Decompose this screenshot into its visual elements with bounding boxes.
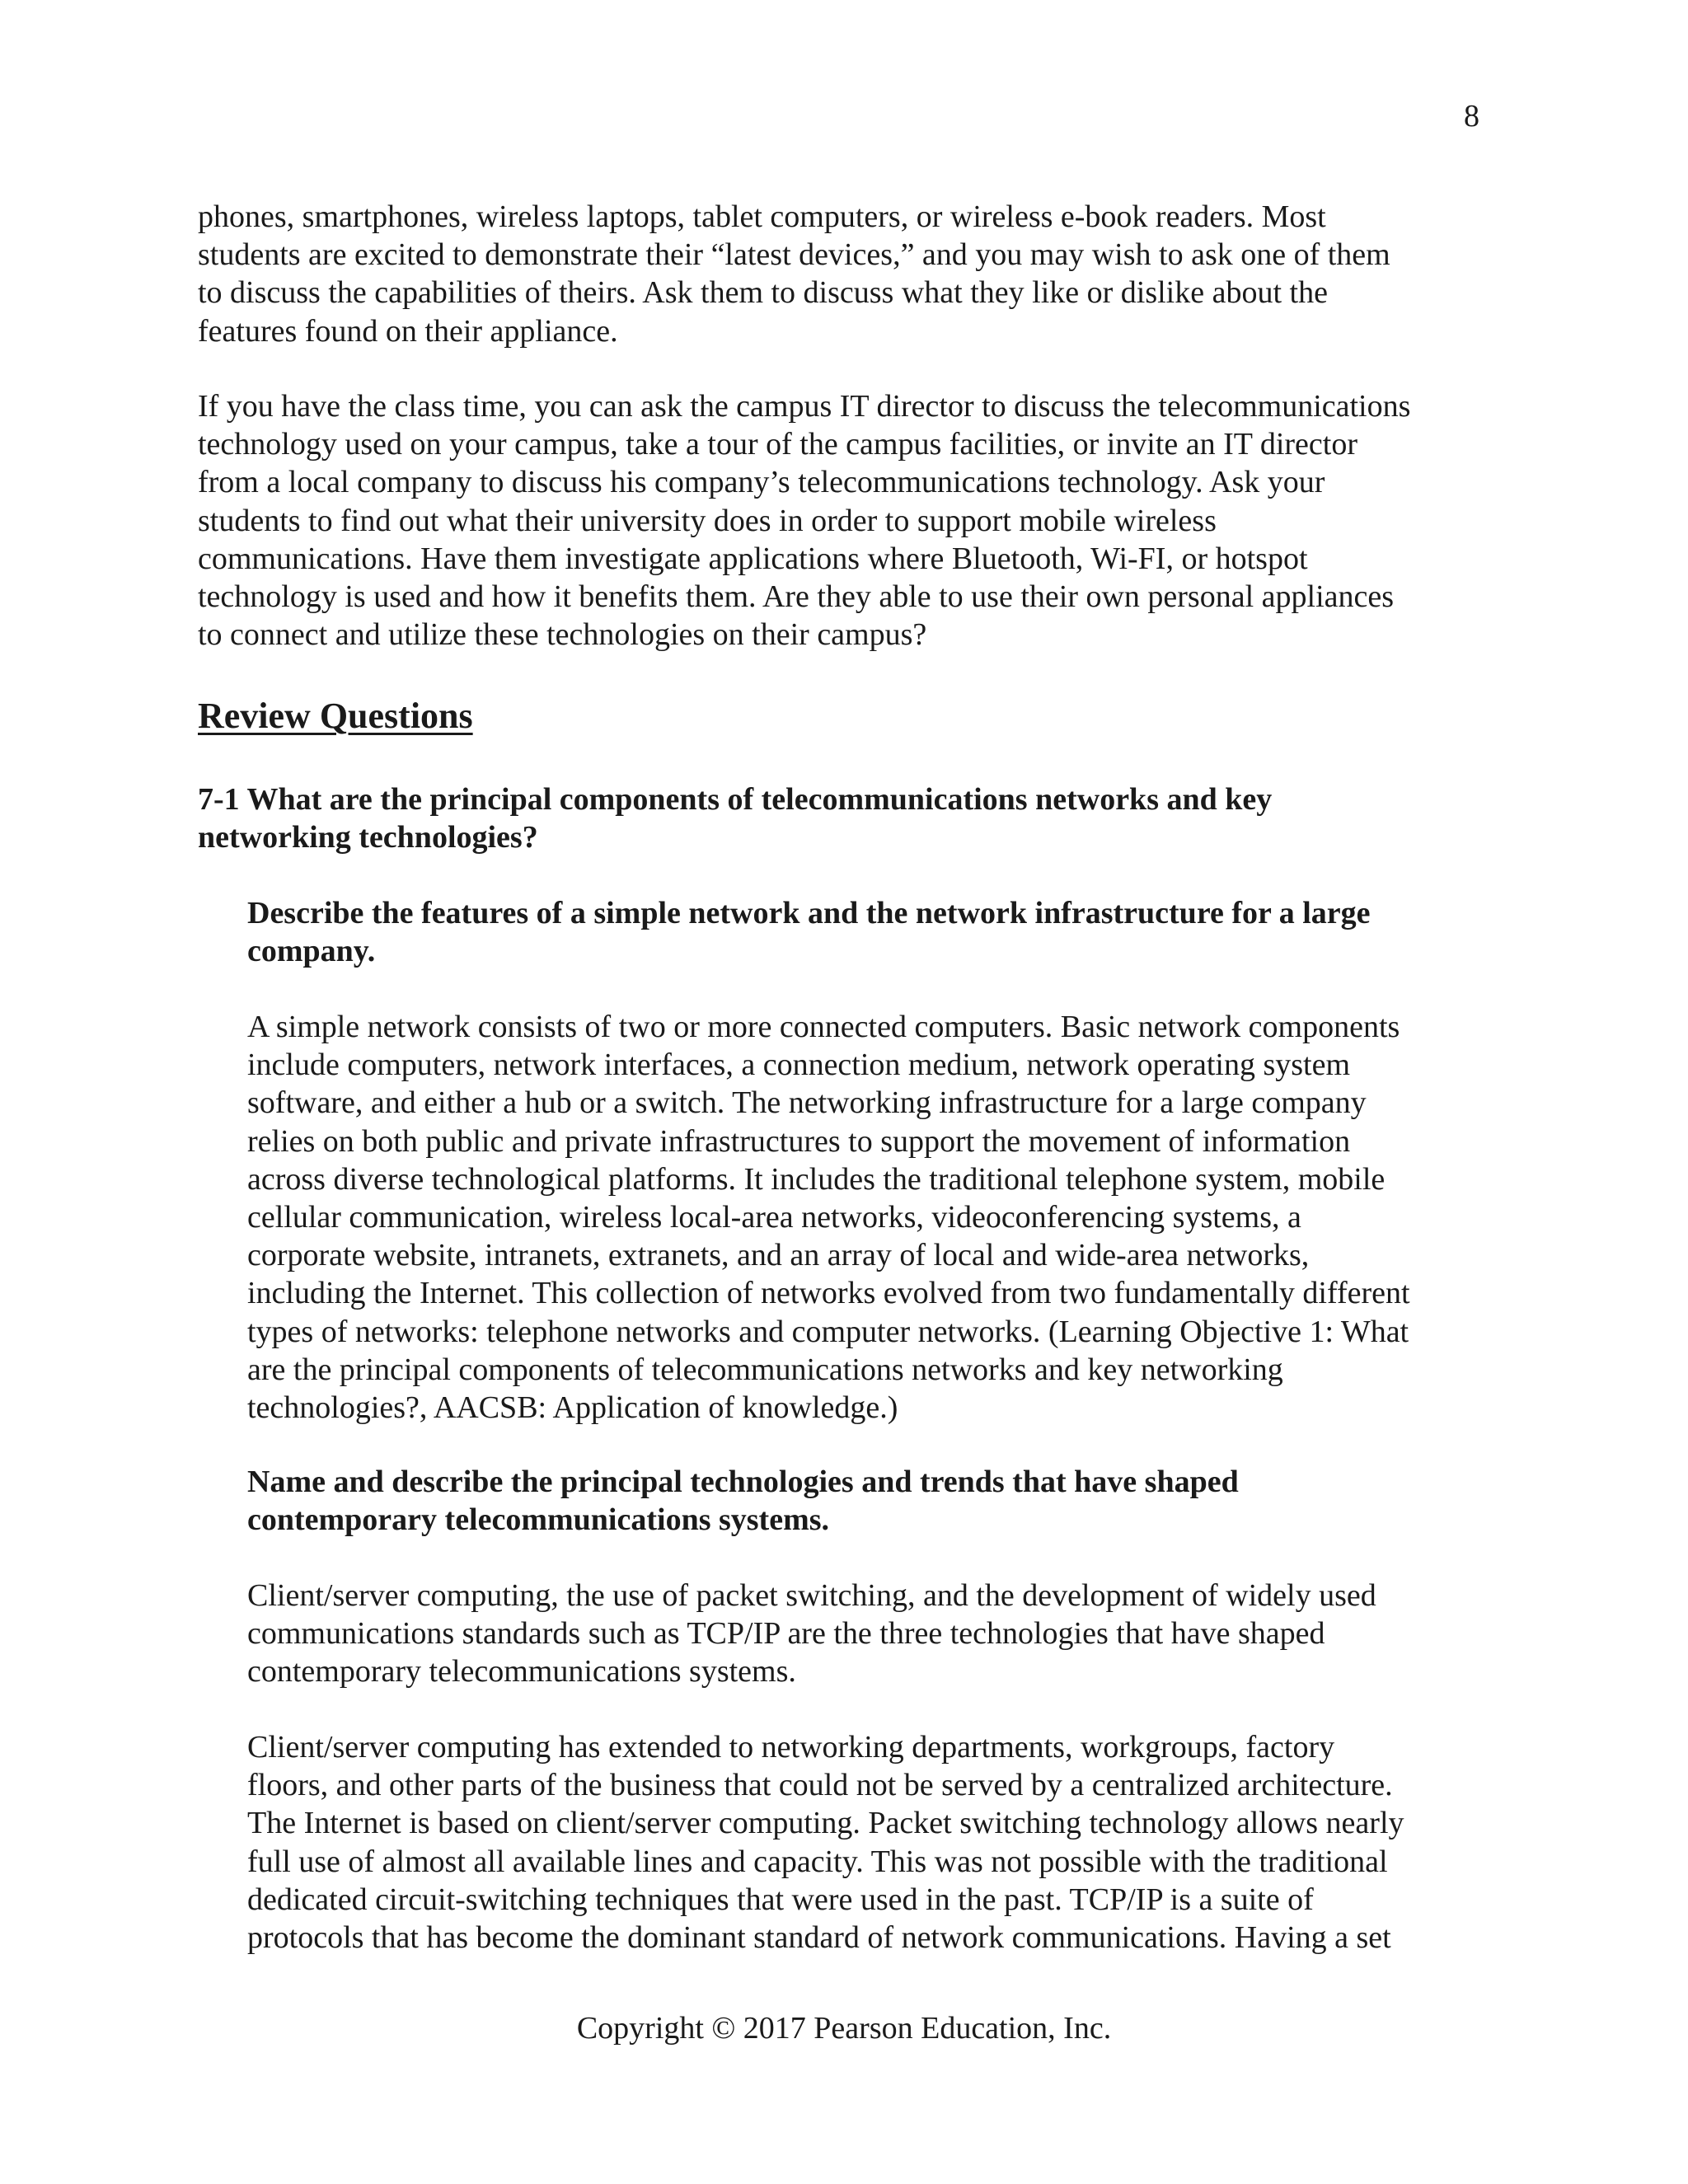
text-line: contemporary telecommunications systems. xyxy=(247,1502,830,1538)
answer-paragraph xyxy=(247,1728,1500,1957)
text-line: across diverse technological platforms. It includes the traditional telephone system, mobile xyxy=(247,1161,1386,1197)
text-line: Client/server computing, the use of packet switching, and the development of widely used xyxy=(247,1578,1376,1613)
text-line: software, and either a hub or a switch. The networking infrastructure for a large company xyxy=(247,1085,1367,1121)
text-line: students to find out what their university does in order to support mobile wireless xyxy=(198,503,1217,538)
text-line: Name and describe the principal technologies and trends that have shaped xyxy=(247,1465,1239,1499)
copyright-footer: Copyright © 2017 Pearson Education, Inc. xyxy=(576,2011,1112,2046)
text-line: Client/server computing has extended to networking departments, workgroups, factory xyxy=(247,1730,1335,1765)
text-line: The Internet is based on client/server computing. Packet switching technology allows nearly xyxy=(247,1806,1404,1841)
text-line: Describe the features of a simple network and the network infrastructure for a large xyxy=(247,896,1371,930)
text-line: communications. Have them investigate applications where Bluetooth, Wi-FI, or hotspot xyxy=(198,541,1308,576)
answer-paragraph xyxy=(247,1577,1500,1691)
text-line: cellular communication, wireless local-area networks, videoconferencing systems, a xyxy=(247,1200,1301,1235)
text-line: contemporary telecommunications systems. xyxy=(247,1654,796,1690)
text-line: from a local company to discuss his company’s telecommunications technology. Ask your xyxy=(198,465,1325,500)
text-line: 7-1 What are the principal components of telecommunications networks and key xyxy=(198,782,1273,817)
text-line: dedicated circuit-switching techniques that were used in the past. TCP/IP is a suite of xyxy=(247,1882,1314,1917)
text-line: relies on both public and private infrastructures to support the movement of information xyxy=(247,1123,1351,1159)
section-heading: Review Questions xyxy=(198,696,473,736)
text-line: including the Internet. This collection of networks evolved from two fundamentally different xyxy=(247,1276,1410,1311)
text-line: full use of almost all available lines and capacity. This was not possible with the traditional xyxy=(247,1844,1388,1879)
text-line: floors, and other parts of the business that could not be served by a centralized architecture. xyxy=(247,1768,1393,1803)
text-line: A simple network consists of two or more connected computers. Basic network components xyxy=(247,1010,1400,1044)
text-line: technology used on your campus, take a tour of the campus facilities, or invite an IT director xyxy=(198,427,1357,462)
text-line: company. xyxy=(247,934,376,969)
text-line: phones, smartphones, wireless laptops, tablet computers, or wireless e-book readers. Most xyxy=(198,199,1326,234)
subquestion-heading xyxy=(247,894,1500,970)
text-line: networking technologies? xyxy=(198,820,538,855)
question-heading xyxy=(198,780,1500,856)
text-line: types of networks: telephone networks and computer networks. (Learning Objective 1: What xyxy=(247,1314,1409,1349)
text-line: features found on their appliance. xyxy=(198,313,618,349)
text-line: corporate website, intranets, extranets, and an array of local and wide-area networks, xyxy=(247,1238,1310,1273)
text-line: to connect and utilize these technologies on their campus? xyxy=(198,617,927,653)
text-line: are the principal components of telecommunications networks and key networking xyxy=(247,1352,1283,1387)
answer-paragraph xyxy=(247,1008,1500,1427)
text-line: If you have the class time, you can ask the campus IT director to discuss the telecommunications xyxy=(198,389,1411,424)
intro-paragraph xyxy=(198,198,1500,350)
class-time-paragraph xyxy=(198,387,1500,654)
text-line: include computers, network interfaces, a connection medium, network operating system xyxy=(247,1047,1351,1083)
text-line: communications standards such as TCP/IP are the three technologies that have shaped xyxy=(247,1616,1325,1652)
text-line: to discuss the capabilities of theirs. Ask them to discuss what they like or dislike about the xyxy=(198,275,1328,311)
subquestion-heading xyxy=(247,1463,1500,1539)
text-line: students are excited to demonstrate their “latest devices,” and you may wish to ask one of them xyxy=(198,237,1390,273)
text-line: technology is used and how it benefits them. Are they able to use their own personal appliances xyxy=(198,579,1395,615)
text-line: technologies?, AACSB: Application of knowledge.) xyxy=(247,1390,898,1426)
text-line: protocols that has become the dominant standard of network communications. Having a set xyxy=(247,1920,1391,1956)
page-number: 8 xyxy=(1464,99,1479,134)
